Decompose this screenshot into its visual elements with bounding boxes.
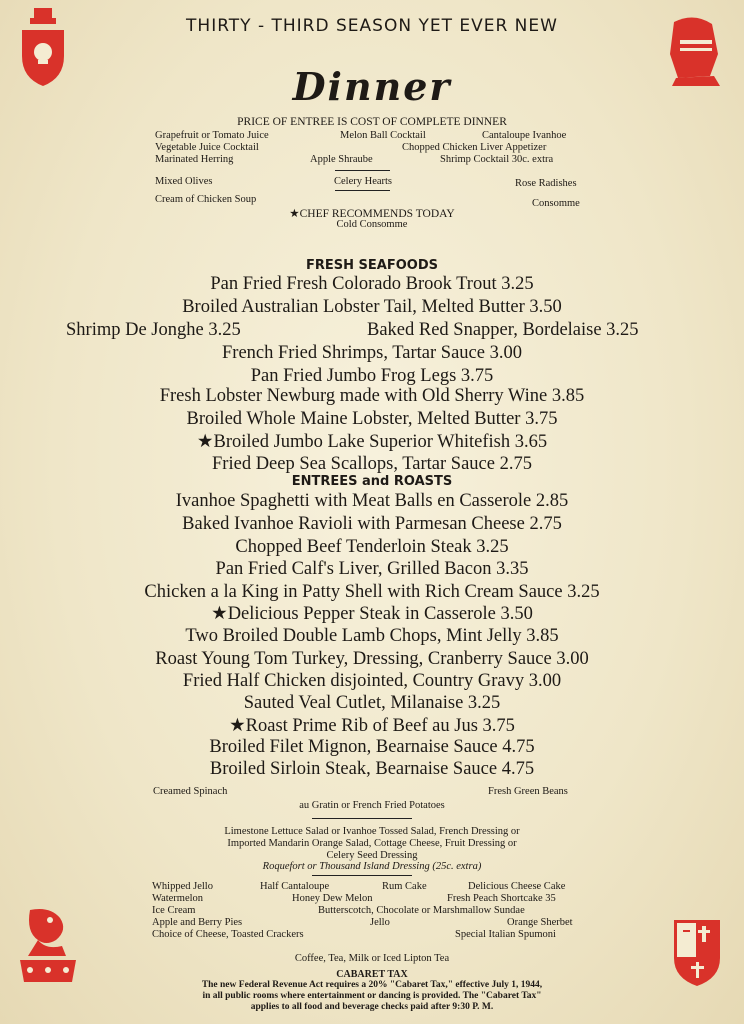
menu-item: Ivanhoe Spaghetti with Meat Balls en Casserole 2.85 <box>175 491 569 511</box>
menu-item: Sauted Veal Cutlet, Milanaise 3.25 <box>243 693 501 713</box>
menu-item: Shrimp De Jonghe 3.25 <box>66 320 241 340</box>
divider <box>335 190 390 191</box>
appetizer-item: Shrimp Cocktail 30c. extra <box>440 154 554 165</box>
beverages: Coffee, Tea, Milk or Iced Lipton Tea <box>294 953 450 964</box>
side-item: Creamed Spinach <box>153 786 228 797</box>
dessert-item: Rum Cake <box>382 881 427 892</box>
appetizer-item: Chopped Chicken Liver Appetizer <box>402 142 547 153</box>
appetizer-item: Grapefruit or Tomato Juice <box>155 130 269 141</box>
menu-item: Fried Deep Sea Scallops, Tartar Sauce 2.75 <box>212 454 532 474</box>
appetizer-item: Marinated Herring <box>155 154 234 165</box>
chef-special: Cold Consomme <box>336 219 408 230</box>
dessert-item: Butterscotch, Chocolate or Marshmallow Sundae <box>318 905 525 916</box>
menu-item: Roast Young Tom Turkey, Dressing, Cranberry Sauce 3.00 <box>155 649 589 669</box>
divider <box>312 875 412 876</box>
appetizer-item: Melon Ball Cocktail <box>340 130 426 141</box>
relish-item: Rose Radishes <box>515 178 577 189</box>
menu-item: Broiled Whole Maine Lobster, Melted Butter 3.75 <box>186 409 558 429</box>
salad-line: Limestone Lettuce Salad or Ivanhoe Tossed Salad, French Dressing or <box>224 826 520 837</box>
menu-item: Broiled Sirloin Steak, Bearnaise Sauce 4.75 <box>209 759 535 779</box>
menu-item: Pan Fried Jumbo Frog Legs 3.75 <box>250 366 494 386</box>
side-item: Fresh Green Beans <box>488 786 568 797</box>
menu-item: Baked Red Snapper, Bordelaise 3.25 <box>367 320 639 340</box>
soup-item: Cream of Chicken Soup <box>155 194 257 205</box>
tax-heading: CABARET TAX <box>336 969 408 980</box>
dessert-item: Watermelon <box>152 893 204 904</box>
divider <box>335 170 390 171</box>
tax-line: The new Federal Revenue Act requires a 20% "Cabaret Tax," effective July 1, 1944, <box>201 980 543 990</box>
divider <box>312 818 412 819</box>
dessert-item: Choice of Cheese, Toasted Crackers <box>152 929 304 940</box>
dessert-item: Fresh Peach Shortcake 35 <box>447 893 556 904</box>
menu-item: Pan Fried Calf's Liver, Grilled Bacon 3.35 <box>215 559 529 579</box>
dessert-item: Delicious Cheese Cake <box>468 881 566 892</box>
dessert-item: Apple and Berry Pies <box>152 917 243 928</box>
menu-item: ★Roast Prime Rib of Beef au Jus 3.75 <box>229 716 515 736</box>
price-note: PRICE OF ENTREE IS COST OF COMPLETE DINNER <box>237 116 507 128</box>
menu-item: Pan Fried Fresh Colorado Brook Trout 3.25 <box>210 274 534 294</box>
dessert-item: Jello <box>370 917 390 928</box>
tax-line: in all public rooms where entertainment or dancing is provided. The "Cabaret Tax" <box>202 991 542 1001</box>
menu-item: Chicken a la King in Patty Shell with Rich Cream Sauce 3.25 <box>144 582 600 602</box>
menu-item: Fresh Lobster Newburg made with Old Sherry Wine 3.85 <box>159 386 585 406</box>
dessert-item: Special Italian Spumoni <box>455 929 556 940</box>
menu-item: ★Delicious Pepper Steak in Casserole 3.50 <box>211 604 533 624</box>
relish-item: Mixed Olives <box>155 176 213 187</box>
chef-recommends: ★CHEF RECOMMENDS TODAY <box>289 208 455 220</box>
menu-item: Baked Ivanhoe Ravioli with Parmesan Cheese 2.75 <box>182 514 562 534</box>
salad-line: Imported Mandarin Orange Salad, Cottage Cheese, Fruit Dressing or <box>227 838 517 849</box>
dessert-item: Half Cantaloupe <box>260 881 330 892</box>
dessert-item: Ice Cream <box>152 905 196 916</box>
menu-item: Broiled Australian Lobster Tail, Melted Butter 3.50 <box>182 297 562 317</box>
page-title: Dinner <box>292 64 452 109</box>
dessert-item: Whipped Jello <box>152 881 213 892</box>
salad-line: Celery Seed Dressing <box>326 850 418 861</box>
menu-item: Two Broiled Double Lamb Chops, Mint Jelly 3.85 <box>185 626 559 646</box>
relish-item: Celery Hearts <box>334 176 393 187</box>
menu-item: ★Broiled Jumbo Lake Superior Whitefish 3.65 <box>196 432 548 452</box>
menu-item: Fried Half Chicken disjointed, Country Gravy 3.00 <box>182 671 562 691</box>
appetizer-item: Vegetable Juice Cocktail <box>155 142 259 153</box>
appetizer-item: Apple Shraube <box>310 154 373 165</box>
season-banner: THIRTY - THIRD SEASON YET EVER NEW <box>186 16 558 36</box>
salad-line: Roquefort or Thousand Island Dressing (25c. extra) <box>262 861 482 872</box>
section-heading-entrees: ENTREES and ROASTS <box>291 474 453 489</box>
dessert-item: Orange Sherbet <box>507 917 573 928</box>
soup-item: Consomme <box>532 198 580 209</box>
menu-item: Chopped Beef Tenderloin Steak 3.25 <box>235 537 509 557</box>
dessert-item: Honey Dew Melon <box>292 893 373 904</box>
menu-item: French Fried Shrimps, Tartar Sauce 3.00 <box>222 343 522 363</box>
tax-line: applies to all food and beverage checks paid after 9:30 P. M. <box>250 1002 494 1012</box>
side-item: au Gratin or French Fried Potatoes <box>299 800 445 811</box>
appetizer-item: Cantaloupe Ivanhoe <box>482 130 567 141</box>
section-heading-seafood: FRESH SEAFOODS <box>306 258 438 273</box>
menu-item: Broiled Filet Mignon, Bearnaise Sauce 4.75 <box>209 737 535 757</box>
